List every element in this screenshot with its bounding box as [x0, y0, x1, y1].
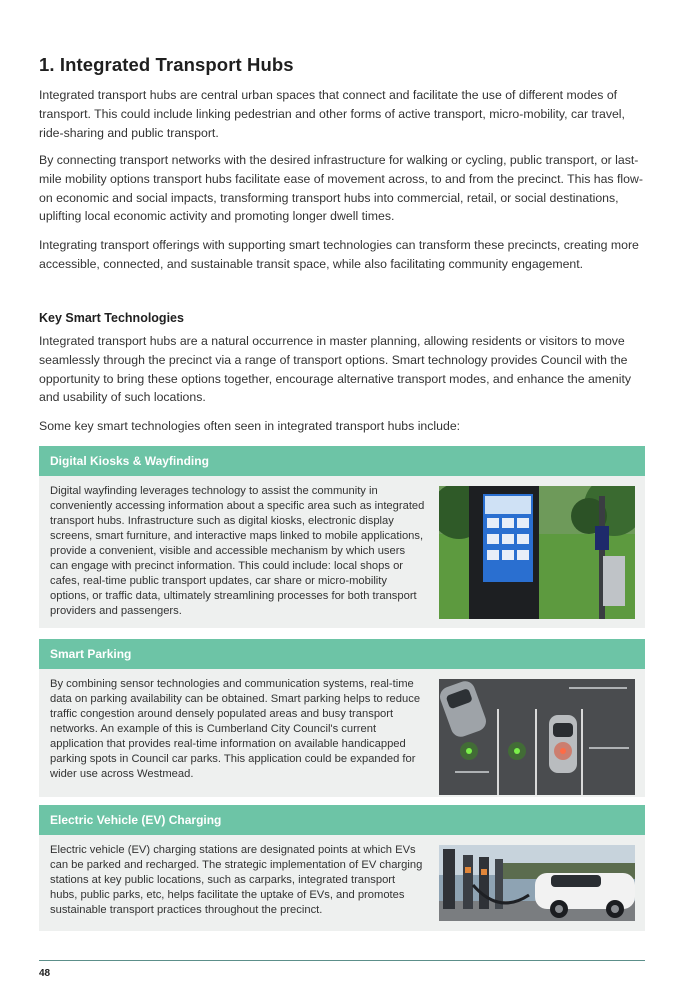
- card-text: Electric vehicle (EV) charging stations are designated points at which EVs can be parked and recharged. The strategic implementation of EV charging stations at key public locations, such as carparks, integrated transport hubs, public parks, etc, helps facilitate the uptake of EVs, and promotes sustainable transport practices throughout the precinct.: [50, 844, 423, 916]
- card-title: Digital Kiosks & Wayfinding: [39, 446, 645, 476]
- intro-paragraph-2: By connecting transport networks with the desired infrastructure for walking or cycling, public transport, or last-mile mobility options transport hubs facilitate ease of movement across, to and from the precinct. This has flow-on economic and social impacts, transforming transport hubs into commercial, retail, or social destinations, uplifting local economic activity and promoting longer dwell times.: [39, 153, 643, 224]
- ev-charging-photo: [439, 845, 635, 921]
- key-tech-heading: Key Smart Technologies: [39, 311, 184, 325]
- digital-kiosk-photo: [439, 486, 635, 619]
- footer-divider: [39, 960, 645, 961]
- card-smart-parking: [39, 639, 645, 797]
- page-number: 48: [39, 968, 51, 979]
- key-tech-intro: Some key smart technologies often seen in integrated transport hubs include:: [39, 419, 461, 433]
- smart-parking-photo: [439, 679, 635, 795]
- card-title: Smart Parking: [39, 639, 645, 669]
- card-text: Digital wayfinding leverages technology to assist the community in conveniently accessing information about a specific area such as integrated transport hubs. Infrastructure such as digital kiosks, electronic display screens, smart furniture, and interactive maps linked to mobile applications, provide a convenient, visible and accessible mechanism by which users can engage with precinct information. This could include: local shops or cafes, real-time public transport updates, car share or micro-mobility options, or traffic data, ultimately streamlining processes for both transport providers and passengers.: [50, 485, 425, 617]
- card-ev-charging: [39, 805, 645, 931]
- key-tech-paragraph: Integrated transport hubs are a natural occurrence in master planning, allowing residents or visitors to move seamlessly through the precinct via a range of transport options. Smart technology provides Council with the opportunity to bring these options together, encourage alternative transport modes, and enhance the amenity and usability of such locations.: [39, 334, 632, 405]
- card-title: Electric Vehicle (EV) Charging: [39, 805, 645, 835]
- card-digital-kiosks: [39, 446, 645, 628]
- intro-paragraph-3: Integrating transport offerings with supporting smart technologies can transform these precincts, creating more accessible, connected, and sustainable transit space, while also facilitating community engagement.: [39, 238, 639, 271]
- section-title: 1. Integrated Transport Hubs: [39, 54, 294, 75]
- card-text: By combining sensor technologies and communication systems, real-time data on parking availability can be obtained. Smart parking helps to reduce traffic congestion around densely populated areas and busy transport networks. An example of this is Cumberland City Council's current application that provides real-time information on available handicapped parking spots in Council car parks. This application could be expanded for wider use across Westmead.: [50, 678, 421, 780]
- intro-paragraph-1: Integrated transport hubs are central urban spaces that connect and facilitate the use of different modes of transport. This could include linking pedestrian and other forms of active transport, micro-mobility, car travel, ride-sharing and public transport.: [39, 88, 625, 140]
